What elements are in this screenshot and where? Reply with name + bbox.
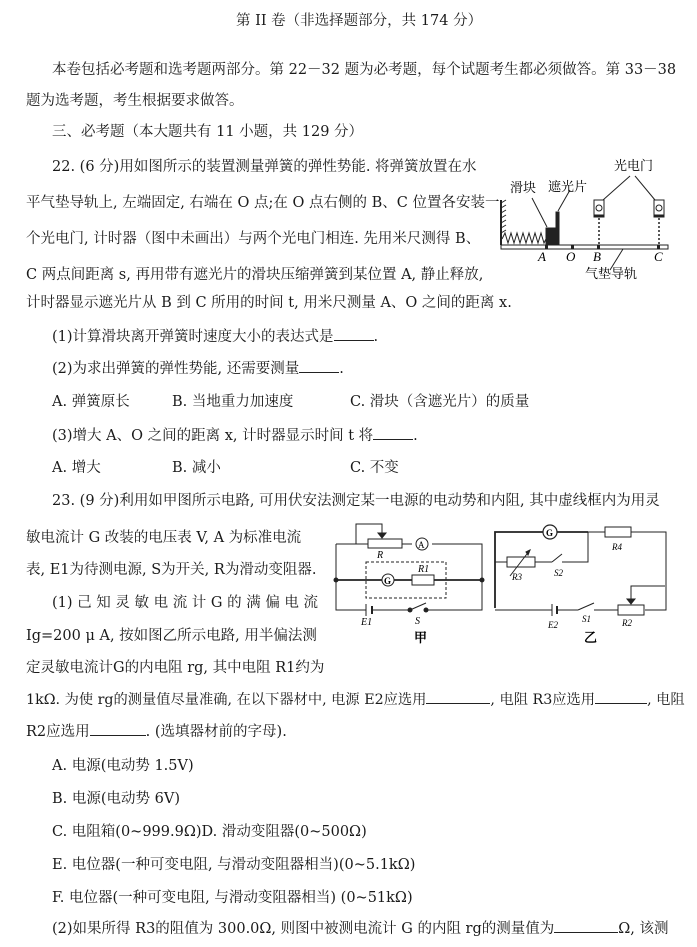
q23-line-4: (1) 己 知 灵 敏 电 流 计 G 的 满 偏 电 流: [52, 595, 319, 611]
part-heading: 三、必考题（本大题共有 11 小题，共 129 分）: [52, 124, 364, 140]
q23-option-e: E. 电位器(一种可变电阻, 与滑动变阻器相当)(0~5.1kΩ): [52, 857, 416, 873]
answer-blank-r3[interactable]: [595, 689, 647, 704]
point-b-label: B: [593, 249, 601, 264]
q23-sub2: (2)如果所得 R3的阻值为 300.0Ω, 则图中被测电流计 G 的内阻 rg的测量值为 Ω, 该测: [52, 918, 669, 939]
shade-plate: [556, 212, 559, 245]
q23-line-8: R2应选用 . (选填器材前的字母).: [26, 721, 287, 742]
switch-s1: [578, 603, 594, 610]
q22-sub2-option-b: B. 当地重力加速度: [172, 394, 294, 410]
q22-line-3: 个光电门, 计时器（图中未画出）与两个光电门相连. 先用米尺测得 B、: [26, 231, 481, 247]
q22-sub2-option-a: A. 弹簧原长: [52, 394, 130, 410]
switch-s2: [552, 554, 562, 562]
q22-sub3-option-b: B. 减小: [172, 460, 221, 476]
caption-yi: 乙: [584, 631, 598, 646]
switch-s: [410, 603, 426, 610]
air-track: [501, 245, 668, 249]
air-track-figure: [490, 148, 690, 288]
gate-pointer-b: [603, 176, 630, 200]
label-track: 气垫导轨: [585, 267, 638, 282]
answer-blank-3[interactable]: [373, 425, 413, 440]
q22-sub3: (3)增大 A、O 之间的距离 x, 计时器显示时间 t 将 .: [52, 425, 418, 446]
label-e1: E1: [361, 617, 373, 628]
caption-jia: 甲: [414, 631, 428, 646]
q22-line-5: 计时器显示遮光片从 B 到 C 所用的时间 t, 用米尺测量 A、O 之间的距离 x.: [26, 295, 512, 311]
point-o-label: O: [566, 249, 576, 264]
q22-sub3-option-c: C. 不变: [350, 460, 399, 476]
label-s1: S1: [582, 614, 591, 624]
label-r4: R4: [612, 542, 622, 552]
label-g-jia: G: [384, 576, 392, 586]
rheostat-r2: [618, 605, 644, 615]
q22-sub2: (2)为求出弹簧的弹性势能, 还需要测量 .: [52, 358, 344, 379]
q23-option-a: A. 电源(电动势 1.5V): [52, 758, 194, 774]
q22-line-4: C 两点间距离 s, 再用带有遮光片的滑块压缩弹簧到某位置 A, 静止释放,: [26, 267, 484, 283]
q23-line-2: 敏电流计 G 改装的电压表 V, A 为标准电流: [26, 530, 302, 546]
section-title: 第 II 卷（非选择题部分，共 174 分）: [236, 13, 483, 29]
answer-blank-2[interactable]: [299, 358, 339, 373]
q22-line-1: 22. (6 分)用如图所示的装置测量弹簧的弹性势能. 将弹簧放置在水: [52, 159, 477, 175]
answer-blank-1[interactable]: [334, 326, 374, 341]
answer-blank-rg[interactable]: [554, 918, 618, 933]
photogate-b: [594, 200, 604, 215]
label-r1: R1: [418, 564, 430, 575]
label-shade: 遮光片: [548, 180, 588, 195]
slider-block: [546, 228, 556, 245]
label-slider: 滑块: [510, 181, 537, 196]
resistor-r4: [605, 527, 631, 537]
answer-blank-r2[interactable]: [90, 721, 146, 736]
slider-pointer: [532, 198, 547, 227]
q22-sub3-option-a: A. 增大: [52, 460, 101, 476]
q23-line-3: 表, E1为待测电源, S为开关, R为滑动变阻器.: [26, 562, 317, 578]
q22-sub2-option-c: C. 滑块（含遮光片）的质量: [350, 394, 530, 410]
q22-sub1: (1)计算滑块离开弹簧时速度大小的表达式是 .: [52, 326, 378, 347]
q23-line-1: 23. (9 分)利用如甲图所示电路, 可用伏安法测定某一电源的电动势和内阻, 其中虚线框内为用灵: [52, 493, 660, 509]
label-e2: E2: [548, 620, 558, 630]
circuit-yi: [490, 518, 670, 648]
circuit-jia: [330, 518, 490, 648]
q23-option-f: F. 电位器(一种可变电阻, 与滑动变阻器相当) (0~51kΩ): [52, 890, 413, 906]
q23-line-7: 1kΩ. 为使 rg的测量值尽量准确, 在以下器材中, 电源 E2应选用 , 电阻 R3应选用 , 电阻: [26, 689, 685, 710]
label-r3: R3: [512, 572, 522, 582]
q23-line-5: Ig=200 μ A, 按如图乙所示电路, 用半偏法测: [26, 628, 317, 644]
q23-line-6: 定灵敏电流计G的内电阻 rg, 其中电阻 R1约为: [26, 660, 325, 676]
gate-pointer-c: [635, 176, 655, 200]
label-s: S: [415, 616, 420, 627]
point-c-label: C: [654, 249, 663, 264]
q23-option-b: B. 电源(电动势 6V): [52, 791, 180, 807]
intro-line-1: 本卷包括必考题和选考题两部分。第 22－32 题为必考题，每个试题考生都必须做答。第 33－38: [52, 62, 677, 78]
answer-blank-e2[interactable]: [426, 689, 490, 704]
resistor-r1: [412, 575, 434, 585]
label-g-yi: G: [546, 528, 554, 538]
label-ammeter: A: [418, 540, 425, 550]
intro-line-2: 题为选考题，考生根据要求做答。: [26, 93, 244, 109]
point-a-label: A: [538, 249, 546, 264]
label-r2: R2: [622, 618, 632, 628]
label-r: R: [377, 550, 384, 561]
photogate-c: [654, 200, 664, 215]
spring: [502, 233, 546, 243]
label-gate: 光电门: [614, 159, 654, 174]
q23-option-c-d: C. 电阻箱(0~999.9Ω)D. 滑动变阻器(0~500Ω): [52, 824, 367, 840]
label-s2: S2: [554, 568, 563, 578]
q22-line-2: 平气垫导轨上, 左端固定, 右端在 O 点;在 O 点右侧的 B、C 位置各安装一: [26, 195, 500, 211]
rheostat-r: [368, 539, 402, 548]
